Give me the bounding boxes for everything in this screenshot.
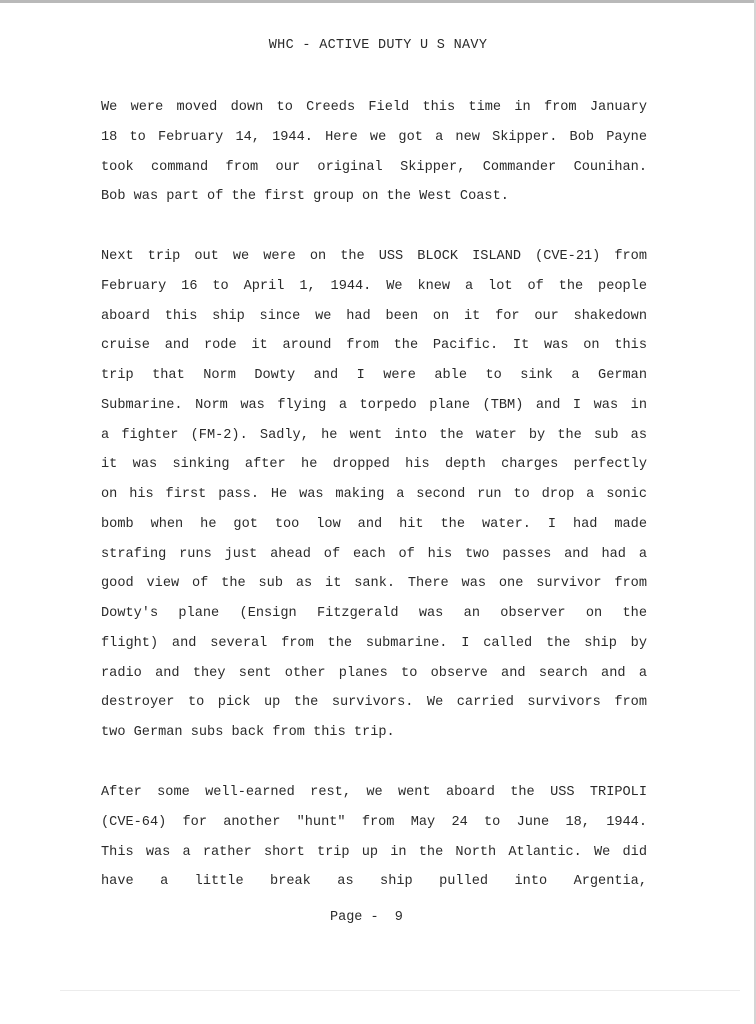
text-line: Bob was part of the first group on the West Coast. [101,189,509,205]
scan-artifact-line [60,990,740,991]
text-line: have a little break as ship pulled into Argentia, [101,874,647,890]
paragraph-block-island [101,242,647,748]
text-line: strafing runs just ahead of each of his two passes and had a [101,546,647,562]
page-header: WHC - ACTIVE DUTY U S NAVY [268,38,488,53]
text-line: 18 to February 14, 1944. Here we got a new Skipper. Bob Payne [101,129,647,145]
text-line: Submarine. Norm was flying a torpedo plane (TBM) and I was in [101,397,647,413]
text-line: on his first pass. He was making a second run to drop a sonic [101,487,647,502]
text-line: Dowty's plane (Ensign Fitzgerald was an observer on the [101,606,647,621]
text-line: February 16 to April 1, 1944. We knew a lot of the people [101,278,647,294]
text-line: took command from our original Skipper, Commander Counihan. [101,159,647,175]
text-line: two German subs back from this trip. [101,725,395,740]
page-number: Page - 9 [330,910,403,925]
text-line: This was a rather short trip up in the North Atlantic. We did [101,844,647,860]
text-line: cruise and rode it around from the Pacific. It was on this [101,338,647,354]
text-line: bomb when he got too low and hit the water. I had made [101,516,647,532]
text-line: Next trip out we were on the USS BLOCK ISLAND (CVE-21) from [101,249,647,264]
paragraph-tripoli [101,778,647,897]
text-line: it was sinking after he dropped his depth charges perfectly [101,457,647,473]
scan-edge-top [0,0,756,3]
paragraph-creeds-field [101,93,647,212]
text-line: destroyer to pick up the survivors. We carried survivors from [101,695,647,711]
text-line: After some well-earned rest, we went aboard the USS TRIPOLI [101,785,647,800]
text-line: We were moved down to Creeds Field this time in from January [101,100,647,115]
text-line: a fighter (FM-2). Sadly, he went into the water by the sub as [101,427,647,443]
text-line: radio and they sent other planes to observe and search and a [101,665,647,681]
text-line: good view of the sub as it sank. There was one survivor from [101,576,647,592]
text-line: flight) and several from the submarine. I called the ship by [101,635,647,651]
text-line: (CVE-64) for another "hunt" from May 24 to June 18, 1944. [101,814,647,830]
text-line: aboard this ship since we had been on it for our shakedown [101,308,647,324]
text-line: trip that Norm Dowty and I were able to sink a German [101,368,647,383]
